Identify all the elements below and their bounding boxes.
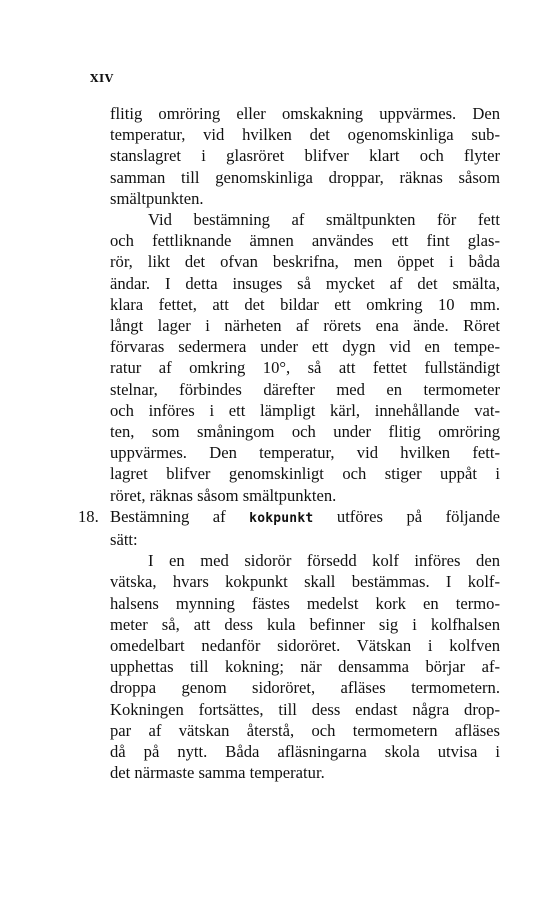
section-heading-line <box>78 506 500 529</box>
section-heading-continuation: sätt: <box>110 530 138 550</box>
paragraph-2 <box>110 209 500 506</box>
text-line: stelnar, förbindes därefter med en termometer <box>110 379 500 399</box>
text-line: ten, som småningom och under flitig omröring <box>110 422 500 442</box>
text-line: stanslagret i glasröret blifver klart och flyter <box>110 146 500 166</box>
page-number: XIV <box>90 72 114 85</box>
text-line: det närmaste samma temperatur. <box>110 763 325 783</box>
text-line: förvaras sedermera under ett dygn vid en tempe- <box>110 337 500 357</box>
text-line: omedelbart nedanför sidoröret. Vätskan i kolfven <box>110 636 500 656</box>
text-line: lagret blifver genomskinligt och stiger uppåt i <box>110 464 500 484</box>
text-line: temperatur, vid hvilken det ogenomskinliga sub- <box>110 125 500 145</box>
text-line: uppvärmes. Den temperatur, vid hvilken fett- <box>110 443 500 463</box>
text-line: samman till genomskinliga droppar, räknas såsom <box>110 167 500 187</box>
text-line: och fettliknande ämnen användes ett fint glas- <box>110 231 500 251</box>
section-number: 18. <box>78 506 99 526</box>
section-18-heading <box>78 506 500 550</box>
paragraph-1 <box>110 103 500 209</box>
text-line: Vid bestämning af smältpunkten för fett <box>148 210 500 230</box>
text-line: ratur af omkring 10°, så att fettet fullständigt <box>110 358 500 378</box>
text-line: vätska, hvars kokpunkt skall bestämmas. I kolf- <box>110 572 500 592</box>
text-line: meter så, att dess kula befinner sig i kolfhalsen <box>110 614 500 634</box>
text-line: ändar. I detta insuges så mycket af det smälta, <box>110 273 500 293</box>
text-line: I en med sidorör försedd kolf införes den <box>148 551 500 571</box>
text-line: smältpunkten. <box>110 188 204 208</box>
text-line: rör, likt det ofvan beskrifna, men öppet i båda <box>110 252 500 272</box>
text-line: röret, räknas såsom smältpunkten. <box>110 485 337 505</box>
text-line: klara fettet, att det bildar ett omkring 10 mm. <box>110 294 500 314</box>
paragraph-3 <box>110 550 500 783</box>
text-line: droppa genom sidoröret, afläses termometern. <box>110 678 500 698</box>
text-line: upphettas till kokning; när densamma börjar af- <box>110 657 500 677</box>
section-term: kokpunkt <box>249 510 314 526</box>
text-line: halsens mynning fästes medelst kork en termo- <box>110 593 500 613</box>
section-lead: Bestämning af <box>110 506 226 526</box>
text-line: och införes i ett lämpligt kärl, innehållande vat- <box>110 400 500 420</box>
text-line: långt lager i närheten af rörets ena ände. Röret <box>110 316 500 336</box>
text-line: par af vätskan återstå, och termometern afläses <box>110 720 500 740</box>
text-line: då på nytt. Båda afläsningarna skola utvisa i <box>110 742 500 762</box>
section-tail: utföres på följande <box>336 506 500 526</box>
page-body-text <box>78 103 500 784</box>
text-line: flitig omröring eller omskakning uppvärmes. Den <box>110 104 500 123</box>
text-line: Kokningen fortsättes, till dess endast några drop- <box>110 699 500 719</box>
